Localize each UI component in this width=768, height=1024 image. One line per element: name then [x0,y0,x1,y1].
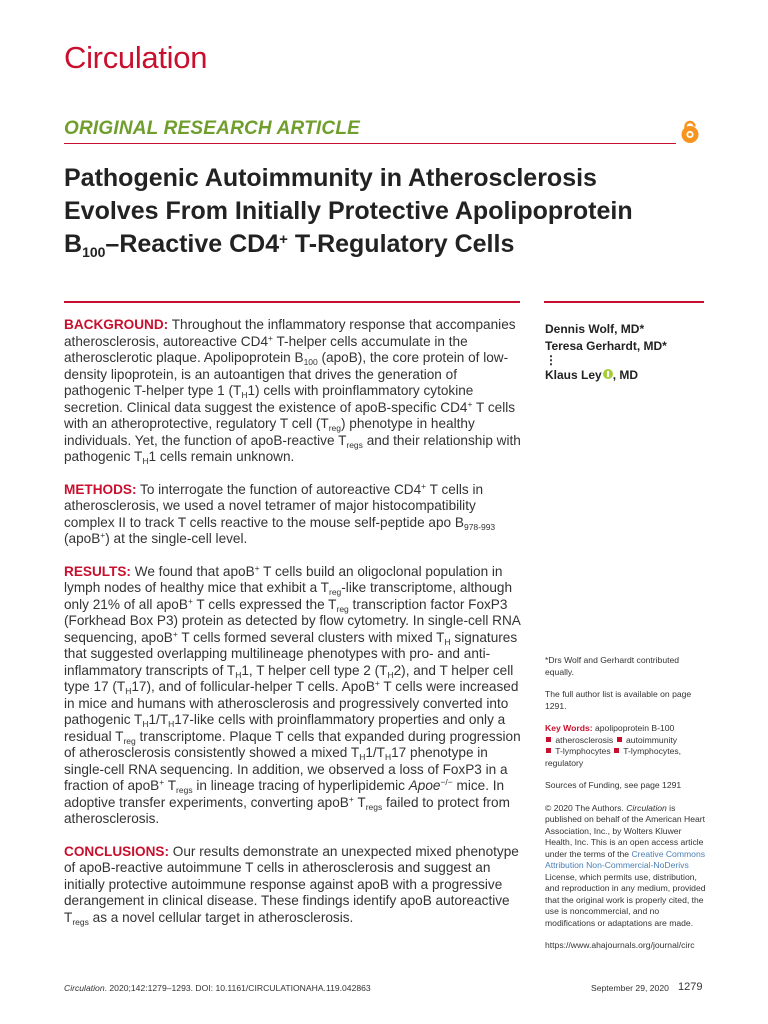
bullet-square-icon [617,737,622,742]
open-access-icon [678,120,702,144]
footer-citation: Circulation. 2020;142:1279–1293. DOI: 10.1161/CIRCULATIONAHA.119.042863 [64,983,371,993]
journal-name: Circulation [64,40,208,75]
abstract [64,317,524,942]
copyright-notice: © 2020 The Authors. Circulation is published on behalf of the American Heart Association, Inc., by Wolters Kluwer Health, Inc. This is an open access article under the terms of the Creative Commons Attribution Non-Commercial-NoDerivs License, which permits use, distribution, and reproduction in any medium, provided that the original work is properly cited, the use is noncommercial, and no modifications or adaptations are made. [545,802,706,928]
abstract-conclusions: CONCLUSIONS: Our results demonstrate an unexpected mixed phenotype of apoB-reactive autoimmune T cells in atherosclerosis and suggest an initially protective autoimmune response against apoB with a progressive derangement in clinical disease. These findings identify apoB autoreactive $T_{regs}$ as a novel cellular target in atherosclerosis. [64,843,519,927]
full-author-list-note: The full author list is available on page 1291. [545,689,692,711]
abstract-divider [64,301,520,303]
author-gerhardt[interactable]: Teresa Gerhardt, MD* [545,339,667,353]
article-title: Pathogenic Autoimmunity in Atherosclerosis Evolves From Initially Protective Apolipoprotein $B_{100}$–Reactive CD4+ T-Regulatory Cells [64,164,633,260]
sidebar-divider [544,301,704,303]
orcid-icon[interactable] [603,369,613,379]
bullet-square-icon [546,748,551,753]
more-authors-ellipsis: ⋮ [545,353,557,367]
sidebar-notes [545,655,707,963]
abstract-background: BACKGROUND: Throughout the inflammatory response that accompanies atherosclerosis, autoreactive CD4+ T-helper cells accumulate in the atherosclerotic plaque. Apolipoprotein $B_{100}$ (apoB), the core protein of low-density lipoprotein, is an autoantigen that drives the generation of pathogenic T-helper type 1 $(T_H1)$ cells with proinflammatory cytokine secretion. Clinical data suggest the existence of apoB-specific CD4+ T cells with an atheroprotective, regulatory T cell $(T_{reg})$ phenotype in healthy individuals. Yet, the function of apoB-reactive $T_{regs}$ and their relationship with pathogenic $T_H1$ cells remain unknown. [64,317,521,466]
author-wolf[interactable]: Dennis Wolf, MD* [545,322,645,336]
bullet-square-icon [614,748,619,753]
footer-date: September 29, 2020 [591,983,669,993]
funding-note: Sources of Funding, see page 1291 [545,780,682,790]
abstract-results: RESULTS: We found that apoB+ T cells build an oligoclonal population in lymph nodes of healthy mice that exhibit a $T_{reg}$-like transcriptome, although only 21% of all apoB+ T cells expressed the $T_{reg}$ transcription factor FoxP3 (Forkhead Box P3) protein as detected by flow cytometry. In single-cell RNA sequencing, apoB+ T cells formed several clusters with mixed $T_H$ signatures that suggested overlapping multilineage phenotypes with pro- and anti-inflammatory transcripts of $T_H1$, T helper cell type 2 $(T_H2)$, and T helper cell type 17 $(T_H17)$, and of follicular-helper T cells. ApoB+ T cells were increased in mice and humans with atherosclerosis and progressively converted into pathogenic $T_H1/T_H17$-like cells with proinflammatory properties and only a residual $T_{reg}$ transcriptome. Plaque T cells that expanded during progression of atherosclerosis consistently showed a mixed $T_H1/T_H17$ phenotype in single-cell RNA sequencing. In addition, we observed a loss of FoxP3 in a fraction of apoB+ $T_{regs}$ in lineage tracing of hyperlipidemic Apoe−/− mice. In adoptive transfer experiments, converting apoB+ $T_{regs}$ failed to protect from atherosclerosis. [64,562,521,826]
section-label: ORIGINAL RESEARCH ARTICLE [64,118,361,139]
author-list [545,321,667,384]
bullet-square-icon [546,737,551,742]
journal-url[interactable]: https://www.ahajournals.org/journal/circ [545,940,695,950]
key-words: Key Words: apolipoprotein B-100 atherosclerosis autoimmunity T-lymphocytes T-lymphocytes, regulatory [545,723,682,768]
abstract-methods: METHODS: To interrogate the function of autoreactive CD4+ T cells in atherosclerosis, we used a novel tetramer of major histocompatibility complex II to track T cells reactive to the mouse self-peptide apo $B_{978-993}$ (apoB+) at the single-cell level. [64,480,496,546]
equal-contribution-note: *Drs Wolf and Gerhardt contributed equally. [545,655,680,677]
section-rule [64,143,676,144]
page-number: 1279 [678,981,703,993]
license-link[interactable]: Creative Commons Attribution Non-Commercial-NoDerivs [545,848,706,870]
author-ley[interactable]: Klaus Ley , MD [545,368,639,382]
